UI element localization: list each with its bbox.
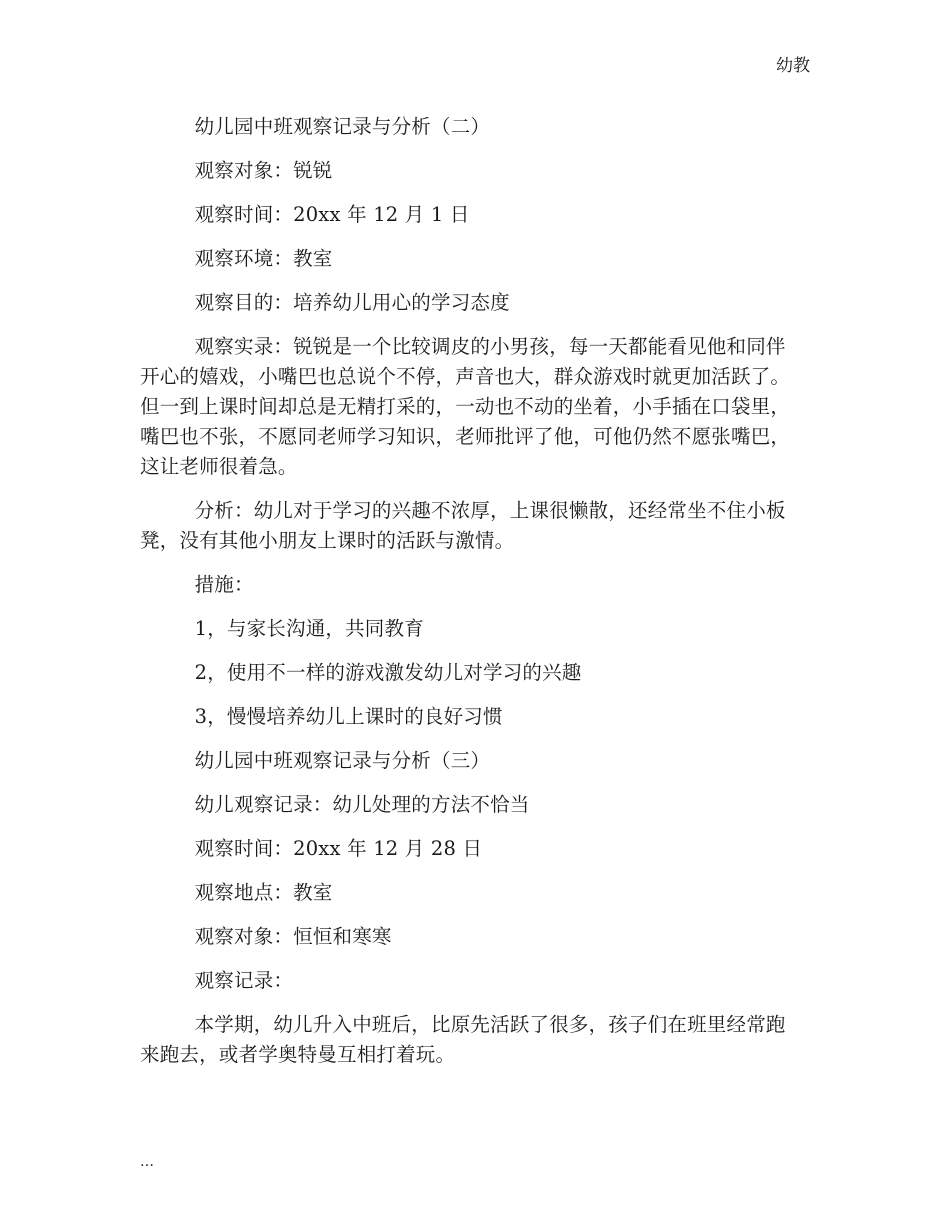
observation-subject: 观察对象：锐锐: [194, 159, 333, 182]
page-header: 幼教: [776, 56, 810, 76]
section-title-2: 幼儿园中班观察记录与分析（二）: [194, 115, 491, 138]
analysis: 分析：幼儿对于学习的兴趣不浓厚，上课很懒散，还经常坐不住小板凳，没有其他小朋友上课时的活跃与激情。: [140, 499, 786, 552]
document-body: [140, 112, 805, 1070]
observation-location: 观察地点：教室: [194, 881, 333, 904]
observation-subject: 观察对象：恒恒和寒寒: [194, 925, 392, 948]
observation-record: 观察实录：锐锐是一个比较调皮的小男孩，每一天都能看见他和同伴开心的嬉戏，小嘴巴也总说个不停，声音也大，群众游戏时就更加活跃了。 但一到上课时间却总是无精打采的，一动也不动的坐着，小手插在口袋里，嘴巴也不张，不愿同老师学习知识，老师批评了他，可他仍然不愿张嘴巴，这让老师很着急。: [140, 335, 791, 478]
measure-item: 2，使用不一样的游戏激发幼儿对学习的兴趣: [194, 661, 582, 684]
observation-record-heading: 观察记录：: [194, 969, 294, 992]
observation-purpose: 观察目的：培养幼儿用心的学习态度: [194, 291, 510, 314]
observation-time: 观察时间：20xx 年 12 月 1 日: [194, 203, 470, 226]
observation-environment: 观察环境：教室: [194, 247, 333, 270]
measure-item: 1，与家长沟通，共同教育: [194, 617, 424, 640]
measures-heading: 措施：: [194, 573, 254, 596]
observation-time: 观察时间：20xx 年 12 月 28 日: [194, 837, 483, 860]
observation-record-text: 本学期，幼儿升入中班后，比原先活跃了很多，孩子们在班里经常跑来跑去，或者学奥特曼互相打着玩。: [140, 1013, 786, 1066]
child-observation-record: 幼儿观察记录：幼儿处理的方法不恰当: [194, 793, 530, 816]
page-footer-ellipsis: …: [140, 1154, 154, 1170]
section-title-3: 幼儿园中班观察记录与分析（三）: [194, 749, 491, 772]
measure-item: 3，慢慢培养幼儿上课时的良好习惯: [194, 705, 503, 728]
